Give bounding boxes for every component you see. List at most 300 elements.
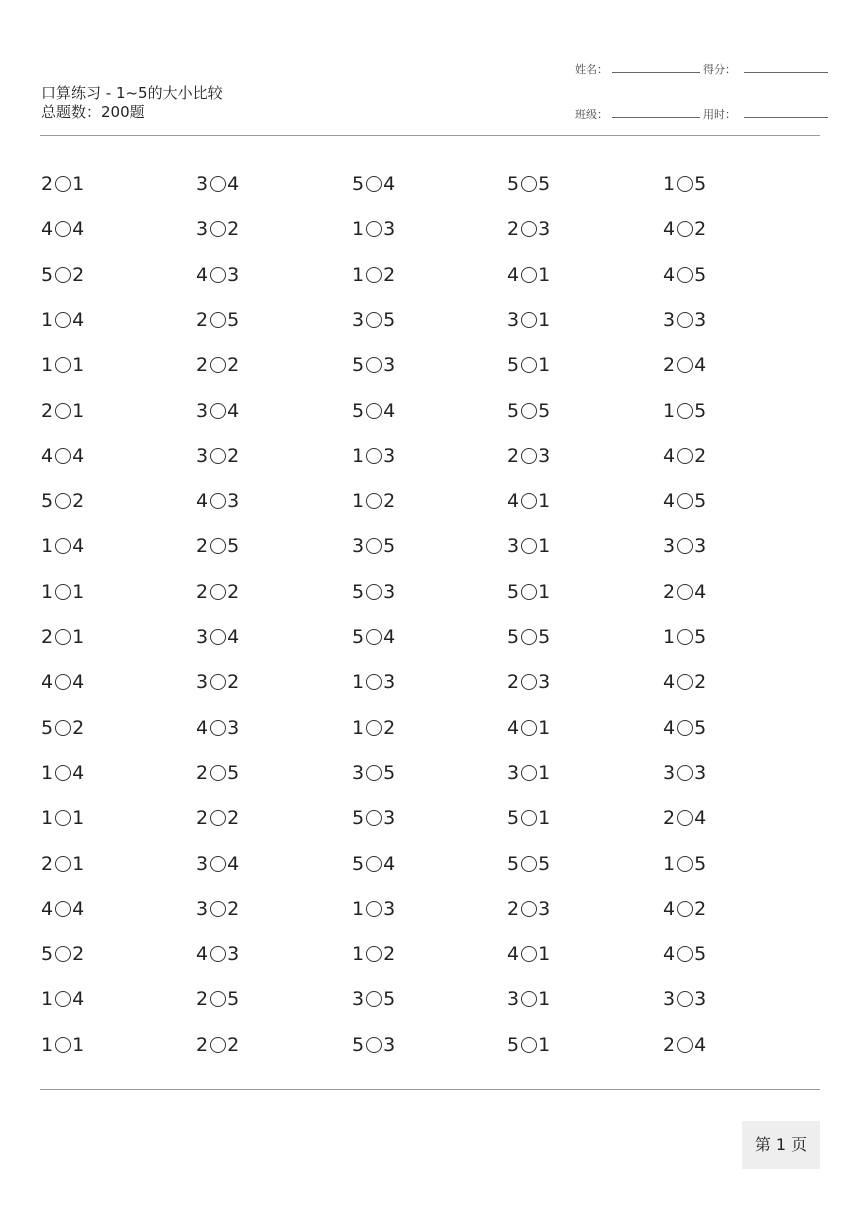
answer-circle[interactable] [210,176,226,192]
answer-circle[interactable] [521,221,537,237]
left-number: 5 [41,490,54,513]
left-number: 3 [507,308,520,331]
comparison-problem [507,580,550,604]
answer-circle[interactable] [521,584,537,600]
answer-circle[interactable] [366,221,382,237]
answer-circle[interactable] [210,946,226,962]
left-number: 3 [507,761,520,784]
right-number: 2 [694,897,707,920]
left-number: 1 [663,173,676,195]
comparison-problem [507,897,550,921]
comparison-problem [507,534,550,558]
answer-circle[interactable] [55,357,71,373]
right-number: 3 [383,807,396,830]
comparison-problem [352,308,395,332]
answer-circle[interactable] [55,991,71,1007]
left-number: 4 [41,218,54,241]
right-number: 3 [383,671,396,694]
comparison-problem [196,489,239,513]
score-label: 得分： [703,63,736,76]
left-number: 1 [41,988,54,1011]
answer-circle[interactable] [210,221,226,237]
answer-circle[interactable] [677,720,693,736]
left-number: 4 [663,490,676,513]
right-number: 4 [383,626,396,648]
right-number: 1 [538,490,551,513]
answer-circle[interactable] [210,267,226,283]
left-number: 5 [41,716,54,739]
right-number: 2 [72,943,85,966]
left-number: 4 [196,716,209,739]
answer-circle[interactable] [677,312,693,328]
left-number: 5 [352,1033,365,1056]
left-number: 3 [196,218,209,241]
right-number: 5 [694,943,707,966]
left-number: 1 [352,716,365,739]
answer-circle[interactable] [521,448,537,464]
comparison-problem [352,625,395,649]
answer-circle[interactable] [55,901,71,917]
right-number: 1 [538,988,551,1011]
left-number: 5 [507,399,520,422]
comparison-problem [352,399,395,423]
left-number: 5 [352,354,365,377]
left-number: 2 [41,852,54,875]
comparison-problem [352,263,395,287]
comparison-problem [196,353,239,377]
answer-circle[interactable] [55,1037,71,1053]
comparison-problem [196,172,239,196]
answer-circle[interactable] [55,946,71,962]
comparison-problem [196,444,239,468]
answer-circle[interactable] [677,810,693,826]
left-number: 3 [663,988,676,1011]
comparison-problem [196,534,239,558]
right-number: 1 [72,354,85,377]
left-number: 3 [507,988,520,1011]
comparison-problem [196,1033,239,1057]
left-number: 1 [41,807,54,830]
comparison-problem [507,761,550,785]
answer-circle[interactable] [366,720,382,736]
comparison-problem [507,172,550,196]
answer-circle[interactable] [677,1037,693,1053]
answer-circle[interactable] [677,765,693,781]
comparison-problem [663,399,706,423]
right-number: 5 [694,173,707,195]
left-number: 4 [196,943,209,966]
answer-circle[interactable] [55,584,71,600]
left-number: 1 [352,897,365,920]
comparison-problem [41,308,84,332]
comparison-problem [352,852,395,876]
answer-circle[interactable] [210,538,226,554]
right-number: 3 [383,1033,396,1056]
comparison-problem [196,716,239,740]
answer-circle[interactable] [677,221,693,237]
answer-circle[interactable] [366,176,382,192]
left-number: 4 [41,444,54,467]
comparison-problem [41,353,84,377]
left-number: 2 [663,580,676,603]
right-number: 5 [383,308,396,331]
right-number: 4 [72,444,85,467]
left-number: 2 [507,897,520,920]
answer-circle[interactable] [210,901,226,917]
right-number: 5 [227,308,240,331]
left-number: 2 [41,399,54,422]
left-number: 2 [196,580,209,603]
left-number: 3 [196,399,209,422]
right-number: 2 [227,807,240,830]
comparison-problem [507,444,550,468]
comparison-problem [663,670,706,694]
answer-circle[interactable] [521,403,537,419]
right-number: 5 [694,852,707,875]
answer-circle[interactable] [55,629,71,645]
answer-circle[interactable] [55,810,71,826]
left-number: 3 [196,671,209,694]
answer-circle[interactable] [677,357,693,373]
answer-circle[interactable] [55,538,71,554]
top-divider [40,135,820,136]
comparison-problem [663,580,706,604]
right-number: 3 [383,897,396,920]
right-number: 4 [694,1033,707,1056]
left-number: 1 [41,308,54,331]
right-number: 2 [383,716,396,739]
answer-circle[interactable] [210,312,226,328]
answer-circle[interactable] [677,267,693,283]
answer-circle[interactable] [55,856,71,872]
time-field[interactable] [744,116,828,118]
right-number: 1 [538,354,551,377]
comparison-problem [196,308,239,332]
comparison-problem [196,942,239,966]
left-number: 3 [196,444,209,467]
answer-circle[interactable] [366,946,382,962]
answer-circle[interactable] [521,765,537,781]
right-number: 1 [538,263,551,286]
right-number: 2 [72,263,85,286]
answer-circle[interactable] [521,810,537,826]
answer-circle[interactable] [677,448,693,464]
answer-circle[interactable] [521,901,537,917]
comparison-problem [507,670,550,694]
right-number: 5 [383,988,396,1011]
right-number: 5 [694,399,707,422]
info-row-2 [575,106,828,122]
left-number: 5 [507,626,520,648]
right-number: 3 [383,580,396,603]
answer-circle[interactable] [55,267,71,283]
answer-circle[interactable] [521,357,537,373]
answer-circle[interactable] [521,176,537,192]
right-number: 3 [383,218,396,241]
left-number: 3 [352,308,365,331]
comparison-problem [507,806,550,830]
comparison-problem [663,353,706,377]
left-number: 2 [196,354,209,377]
bottom-divider [40,1089,820,1090]
answer-circle[interactable] [366,538,382,554]
right-number: 3 [538,218,551,241]
comparison-problem [507,263,550,287]
comparison-problem [663,534,706,558]
total-count: 总题数：200题 [41,103,145,121]
right-number: 4 [383,399,396,422]
left-number: 1 [352,263,365,286]
answer-circle[interactable] [210,856,226,872]
left-number: 1 [41,761,54,784]
answer-circle[interactable] [210,403,226,419]
right-number: 4 [227,852,240,875]
comparison-problem [663,852,706,876]
comparison-problem [507,716,550,740]
comparison-problem [41,625,84,649]
answer-circle[interactable] [677,493,693,509]
comparison-problem [196,761,239,785]
comparison-problem [41,852,84,876]
answer-circle[interactable] [677,538,693,554]
answer-circle[interactable] [55,448,71,464]
answer-circle[interactable] [210,493,226,509]
right-number: 1 [538,580,551,603]
left-number: 3 [663,761,676,784]
right-number: 4 [72,218,85,241]
left-number: 2 [507,444,520,467]
left-number: 2 [196,988,209,1011]
answer-circle[interactable] [366,267,382,283]
answer-circle[interactable] [366,448,382,464]
comparison-problem [507,489,550,513]
answer-circle[interactable] [521,674,537,690]
right-number: 3 [383,444,396,467]
answer-circle[interactable] [677,674,693,690]
right-number: 3 [538,444,551,467]
left-number: 3 [196,897,209,920]
answer-circle[interactable] [366,629,382,645]
comparison-problem [41,761,84,785]
left-number: 4 [663,716,676,739]
right-number: 3 [227,263,240,286]
left-number: 1 [352,943,365,966]
right-number: 3 [694,761,707,784]
right-number: 2 [227,354,240,377]
answer-circle[interactable] [55,176,71,192]
left-number: 3 [663,308,676,331]
answer-circle[interactable] [366,403,382,419]
answer-circle[interactable] [55,312,71,328]
answer-circle[interactable] [55,765,71,781]
left-number: 2 [663,807,676,830]
answer-circle[interactable] [521,1037,537,1053]
answer-circle[interactable] [366,584,382,600]
answer-circle[interactable] [521,720,537,736]
time-label: 用时： [703,108,736,121]
left-number: 1 [352,490,365,513]
right-number: 2 [227,897,240,920]
right-number: 5 [383,761,396,784]
left-number: 4 [507,716,520,739]
answer-circle[interactable] [366,674,382,690]
right-number: 4 [72,897,85,920]
comparison-problem [663,806,706,830]
answer-circle[interactable] [366,312,382,328]
left-number: 4 [41,897,54,920]
left-number: 5 [41,943,54,966]
left-number: 3 [352,535,365,558]
answer-circle[interactable] [210,357,226,373]
comparison-problem [41,716,84,740]
left-number: 4 [196,490,209,513]
answer-circle[interactable] [366,493,382,509]
comparison-problem [41,670,84,694]
answer-circle[interactable] [677,856,693,872]
right-number: 2 [227,444,240,467]
comparison-problem [352,217,395,241]
comparison-problem [663,489,706,513]
answer-circle[interactable] [521,312,537,328]
answer-circle[interactable] [55,221,71,237]
answer-circle[interactable] [521,856,537,872]
answer-circle[interactable] [210,991,226,1007]
right-number: 5 [538,399,551,422]
right-number: 3 [694,535,707,558]
right-number: 1 [538,1033,551,1056]
right-number: 4 [227,173,240,195]
answer-circle[interactable] [521,946,537,962]
answer-circle[interactable] [366,357,382,373]
left-number: 2 [41,626,54,648]
answer-circle[interactable] [521,991,537,1007]
comparison-problem [41,942,84,966]
answer-circle[interactable] [210,810,226,826]
answer-circle[interactable] [677,991,693,1007]
right-number: 1 [538,943,551,966]
comparison-problem [352,353,395,377]
right-number: 5 [227,761,240,784]
class-field[interactable] [612,116,700,118]
right-number: 5 [694,626,707,648]
answer-circle[interactable] [210,448,226,464]
right-number: 1 [72,173,85,195]
answer-circle[interactable] [210,629,226,645]
answer-circle[interactable] [521,493,537,509]
answer-circle[interactable] [55,493,71,509]
comparison-problem [507,942,550,966]
left-number: 1 [352,671,365,694]
right-number: 4 [72,308,85,331]
answer-circle[interactable] [366,991,382,1007]
answer-circle[interactable] [677,403,693,419]
right-number: 5 [694,716,707,739]
answer-circle[interactable] [210,720,226,736]
left-number: 4 [663,263,676,286]
answer-circle[interactable] [677,901,693,917]
page-indicator[interactable]: 第 1 页 [742,1121,820,1169]
answer-circle[interactable] [366,810,382,826]
left-number: 2 [663,1033,676,1056]
left-number: 5 [41,263,54,286]
left-number: 4 [507,263,520,286]
answer-circle[interactable] [366,1037,382,1053]
answer-circle[interactable] [521,629,537,645]
right-number: 3 [538,671,551,694]
right-number: 5 [383,535,396,558]
left-number: 2 [507,671,520,694]
comparison-problem [352,172,395,196]
answer-circle[interactable] [366,901,382,917]
left-number: 1 [663,626,676,648]
answer-circle[interactable] [366,765,382,781]
right-number: 4 [694,580,707,603]
left-number: 5 [507,1033,520,1056]
left-number: 2 [507,218,520,241]
comparison-problem [196,399,239,423]
answer-circle[interactable] [55,403,71,419]
answer-circle[interactable] [210,584,226,600]
comparison-problem [352,942,395,966]
right-number: 1 [72,852,85,875]
answer-circle[interactable] [677,584,693,600]
left-number: 1 [352,444,365,467]
answer-circle[interactable] [677,946,693,962]
answer-circle[interactable] [210,1037,226,1053]
answer-circle[interactable] [521,538,537,554]
right-number: 3 [227,716,240,739]
left-number: 4 [663,897,676,920]
right-number: 5 [538,852,551,875]
answer-circle[interactable] [366,856,382,872]
score-field[interactable] [744,71,828,73]
name-field[interactable] [612,71,700,73]
left-number: 4 [507,490,520,513]
comparison-problem [507,217,550,241]
answer-circle[interactable] [521,267,537,283]
comparison-problem [41,172,84,196]
right-number: 2 [72,716,85,739]
comparison-problem [507,308,550,332]
right-number: 4 [72,535,85,558]
answer-circle[interactable] [210,674,226,690]
left-number: 1 [41,580,54,603]
right-number: 4 [227,626,240,648]
left-number: 2 [196,1033,209,1056]
right-number: 4 [383,173,396,195]
right-number: 5 [694,490,707,513]
answer-circle[interactable] [210,765,226,781]
comparison-problem [507,399,550,423]
comparison-problem [352,534,395,558]
left-number: 4 [663,671,676,694]
answer-circle[interactable] [55,720,71,736]
comparison-problem [41,534,84,558]
left-number: 5 [507,354,520,377]
left-number: 3 [507,535,520,558]
right-number: 2 [227,671,240,694]
left-number: 3 [663,535,676,558]
right-number: 3 [227,943,240,966]
comparison-problem [663,897,706,921]
left-number: 5 [352,580,365,603]
answer-circle[interactable] [55,674,71,690]
right-number: 1 [72,1033,85,1056]
left-number: 2 [196,535,209,558]
answer-circle[interactable] [677,629,693,645]
comparison-problem [196,625,239,649]
answer-circle[interactable] [677,176,693,192]
